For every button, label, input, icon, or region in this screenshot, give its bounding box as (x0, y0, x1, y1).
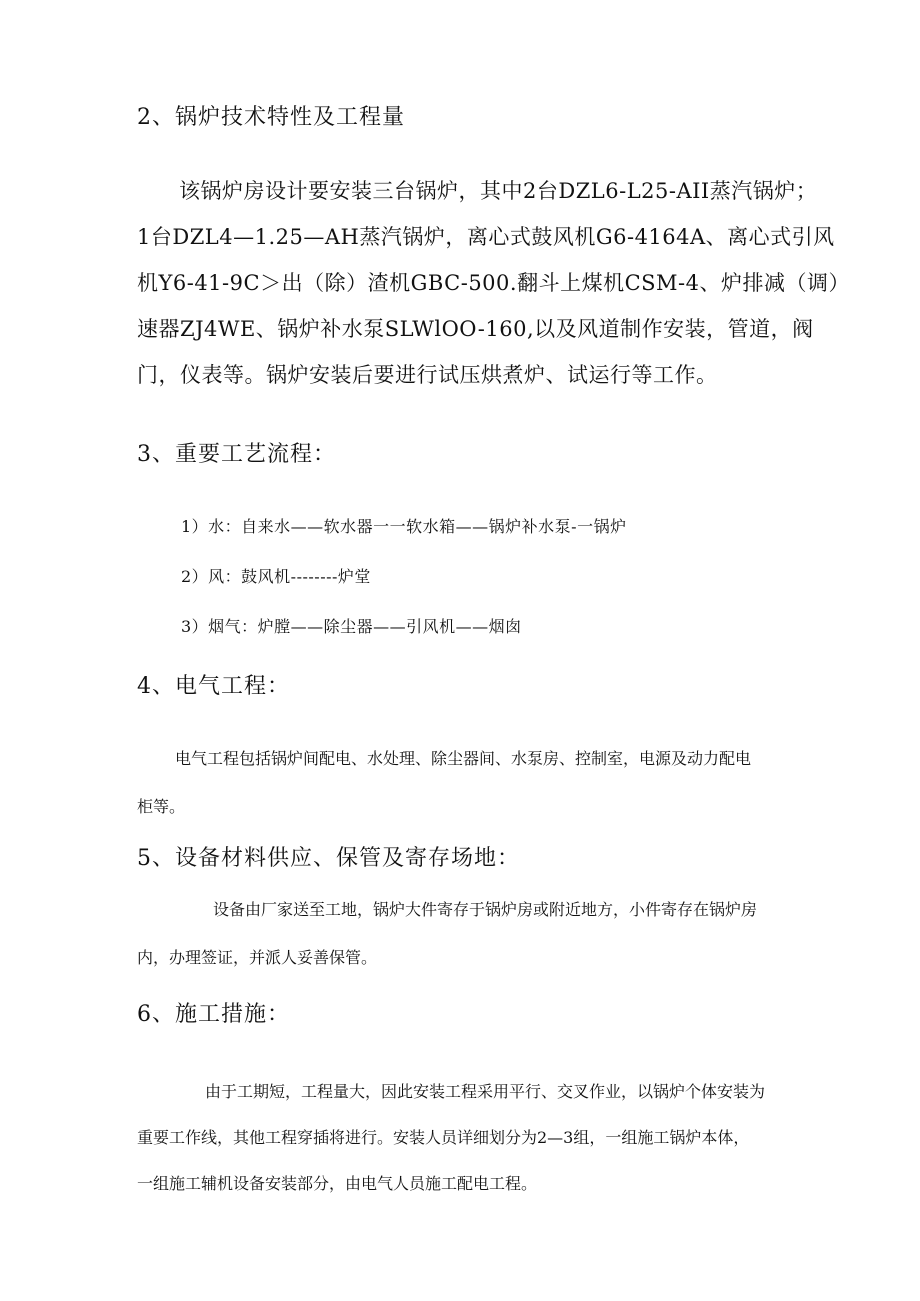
section-4-paragraph (137, 747, 857, 819)
paragraph-line: 柜等。 (137, 797, 186, 816)
paragraph-line: 内，办理签证，并派人妥善保管。 (137, 948, 378, 967)
paragraph-line: 机Y6-41-9C＞出（除）渣机GBC-500.翻斗上煤机CSM-4、炉排减（调） (137, 271, 850, 295)
paragraph-line: 门，仪表等。锅炉安装后要进行试压烘煮炉、试运行等工作。 (137, 363, 718, 387)
section-3-heading: 3、重要工艺流程： (137, 442, 336, 467)
paragraph-line: 1台DZL4—1.25—AH蒸汽锅炉，离心式鼓风机G6-4164A、离心式引风 (137, 225, 835, 249)
section-5-paragraph (137, 898, 857, 970)
section-5-heading: 5、设备材料供应、保管及寄存场地： (137, 846, 520, 871)
flow-item-flue-gas: 3）烟气：炉膛——除尘器——引风机——烟囱 (181, 617, 522, 636)
paragraph-line: 该锅炉房设计要安装三台锅炉，其中2台DZL6-L25-AII蒸汽锅炉； (179, 179, 818, 203)
paragraph-line: 一组施工辅机设备安装部分，由电气人员施工配电工程。 (137, 1174, 538, 1193)
paragraph-line: 速器ZJ4WE、锅炉补水泵SLWlOO-160,以及风道制作安装，管道，阀 (137, 317, 814, 341)
paragraph-line: 由于工期短，工程量大，因此安装工程采用平行、交叉作业，以锅炉个体安装为 (205, 1082, 766, 1101)
section-6-paragraph (137, 1080, 857, 1196)
section-2-paragraph (137, 168, 867, 398)
paragraph-line: 设备由厂家送至工地，锅炉大件寄存于锅炉房或附近地方，小件寄存在锅炉房 (213, 900, 758, 919)
flow-item-water: 1）水：自来水——软水器一一软水箱——锅炉补水泵-一锅炉 (181, 517, 627, 536)
section-4-heading: 4、电气工程： (137, 674, 290, 699)
section-6-heading: 6、施工措施： (137, 1002, 290, 1027)
section-2-heading: 2、锅炉技术特性及工程量 (137, 105, 405, 130)
paragraph-line: 重要工作线，其他工程穿插将进行。安装人员详细划分为2—3组，一组施工锅炉本体， (137, 1128, 750, 1147)
flow-item-air: 2）风：鼓风机--------炉堂 (181, 567, 371, 586)
paragraph-line: 电气工程包括锅炉间配电、水处理、除尘器间、水泵房、控制室，电源及动力配电 (175, 749, 752, 768)
